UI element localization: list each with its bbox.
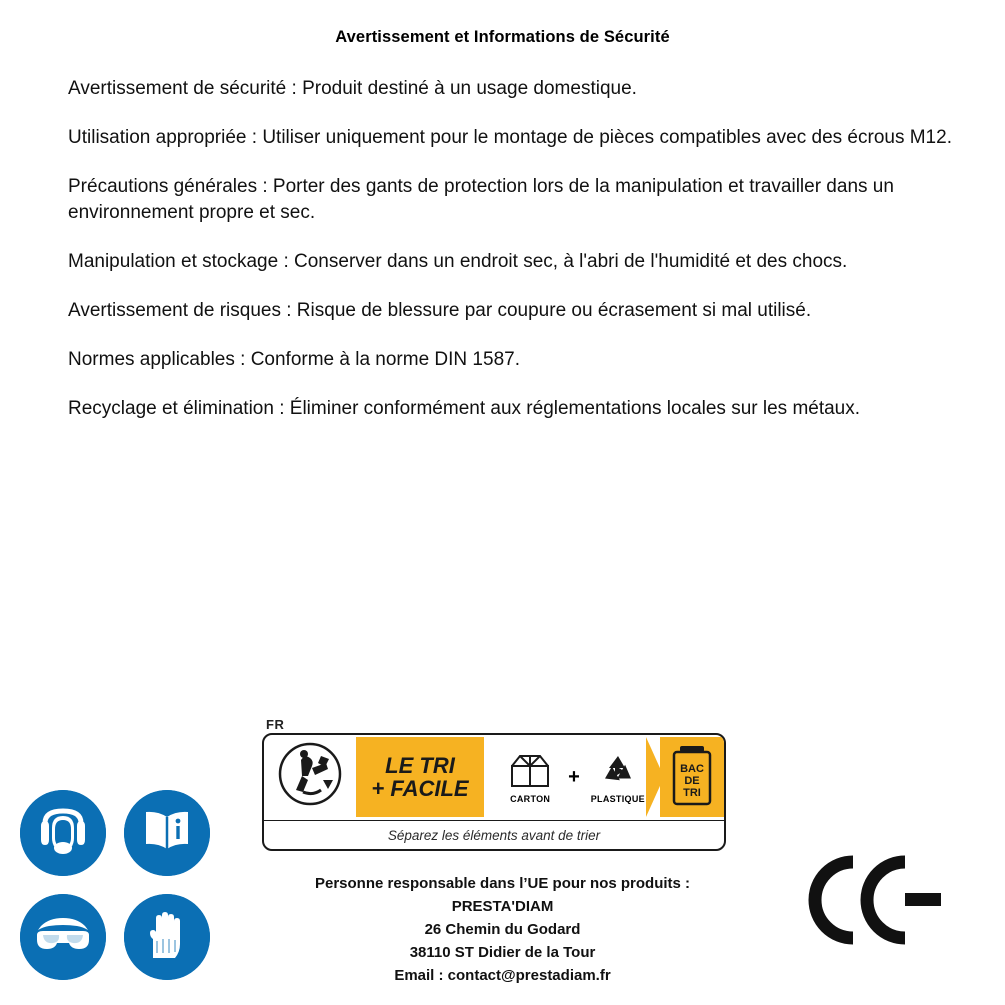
materials-group [484,737,664,817]
responsible-person-company: PRESTA'DIAM [451,898,554,915]
svg-text:DE: DE [684,775,700,787]
page-title: Avertissement et Informations de Sécurité [335,28,670,46]
recycling-loop-icon [592,750,644,792]
material-plastique-label: PLASTIQUE [590,794,645,804]
banner-box [262,733,726,851]
svg-text:TRI: TRI [683,787,701,799]
svg-text:BAC: BAC [680,763,704,775]
paragraph-proper-use: Utilisation appropriée : Utiliser uniquement pour le montage de pièces compatibles avec des écrous M12. [68,127,952,148]
material-carton-label: CARTON [510,794,551,804]
ear-protection-icon [20,790,106,876]
material-plastique [586,750,650,804]
ce-mark-icon [795,852,945,948]
carton-box-icon [504,750,556,792]
safety-text-block [68,76,958,422]
paragraph-recycling-disposal: Recyclage et élimination : Éliminer conformément aux réglementations locales sur les métaux. [68,398,861,419]
paragraph-safety-warning: Avertissement de sécurité : Produit destiné à un usage domestique. [68,78,637,99]
triman-logo-icon [264,735,356,819]
material-carton [498,750,562,804]
paragraph-standards: Normes applicables : Conforme à la norme DIN 1587. [68,349,520,370]
banner-language-tag: FR [266,717,285,732]
headline-line-1: LE TRI [385,752,455,778]
read-manual-icon [124,790,210,876]
recycling-banner [262,717,722,849]
materials-separator: + [568,765,580,788]
responsible-person-street: 26 Chemin du Godard [424,921,581,938]
responsible-person-heading: Personne responsable dans l’UE pour nos produits : [314,875,691,892]
bin-cell [660,737,724,817]
paragraph-risk-warning: Avertissement de risques : Risque de blessure par coupure ou écrasement si mal utilisé. [68,300,812,321]
banner-footer-text: Séparez les éléments avant de trier [264,820,724,849]
headline-line-2: + FACILE [371,776,469,801]
paragraph-general-precautions: Précautions générales : Porter des gants de protection lors de la manipulation et travailler dans un environnement propre et sec. [68,176,894,223]
paragraph-handling-storage: Manipulation et stockage : Conserver dans un endroit sec, à l'abri de l'humidité et des chocs. [68,251,848,272]
tri-facile-headline [356,737,484,817]
responsible-person-email: Email : contact@prestadiam.fr [394,967,611,984]
responsible-person-city: 38110 ST Didier de la Tour [409,944,596,961]
